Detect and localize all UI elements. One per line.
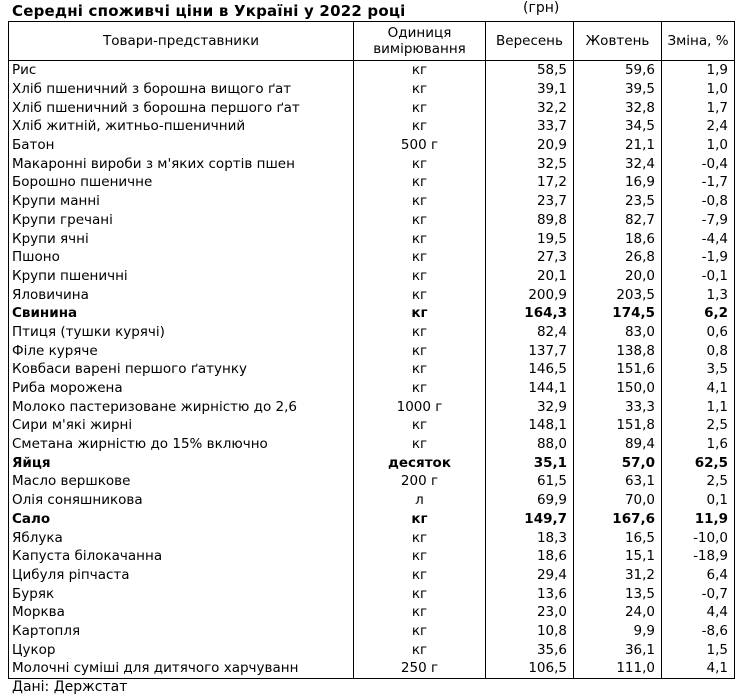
row-unit: 250 г bbox=[354, 659, 486, 678]
row-october: 34,5 bbox=[574, 117, 662, 136]
row-name: Цукор bbox=[9, 640, 354, 659]
row-october: 31,2 bbox=[574, 566, 662, 585]
row-name: Капуста білокачанна bbox=[9, 547, 354, 566]
table-row bbox=[9, 603, 735, 622]
row-september: 19,5 bbox=[486, 229, 574, 248]
table-row bbox=[9, 136, 735, 155]
row-name: Філе куряче bbox=[9, 341, 354, 360]
row-october: 24,0 bbox=[574, 603, 662, 622]
row-name: Молоко пастеризоване жирністю до 2,6 bbox=[9, 397, 354, 416]
row-september: 20,1 bbox=[486, 267, 574, 286]
table-row bbox=[9, 304, 735, 323]
row-name: Картопля bbox=[9, 622, 354, 641]
row-unit: кг bbox=[354, 211, 486, 230]
row-september: 35,6 bbox=[486, 640, 574, 659]
row-name: Пшоно bbox=[9, 248, 354, 267]
row-september: 33,7 bbox=[486, 117, 574, 136]
row-september: 149,7 bbox=[486, 510, 574, 529]
row-september: 13,6 bbox=[486, 584, 574, 603]
row-unit: кг bbox=[354, 547, 486, 566]
table-row bbox=[9, 192, 735, 211]
row-september: 200,9 bbox=[486, 285, 574, 304]
row-change: 2,5 bbox=[662, 472, 735, 491]
row-unit: кг bbox=[354, 379, 486, 398]
row-change: -0,1 bbox=[662, 267, 735, 286]
row-change: 11,9 bbox=[662, 510, 735, 529]
row-unit: кг bbox=[354, 528, 486, 547]
row-october: 70,0 bbox=[574, 491, 662, 510]
row-unit: десяток bbox=[354, 453, 486, 472]
row-change: 6,2 bbox=[662, 304, 735, 323]
row-unit: л bbox=[354, 491, 486, 510]
row-change: 2,4 bbox=[662, 117, 735, 136]
row-october: 151,8 bbox=[574, 416, 662, 435]
row-october: 203,5 bbox=[574, 285, 662, 304]
currency-note: (грн) bbox=[523, 0, 560, 16]
table-row bbox=[9, 80, 735, 99]
row-unit: 1000 г bbox=[354, 397, 486, 416]
row-name: Яблука bbox=[9, 528, 354, 547]
row-name: Хліб житній, житньо-пшеничний bbox=[9, 117, 354, 136]
row-name: Сири м'які жирні bbox=[9, 416, 354, 435]
row-october: 15,1 bbox=[574, 547, 662, 566]
table-header bbox=[9, 22, 735, 61]
row-change: 0,6 bbox=[662, 323, 735, 342]
header-goods: Товари-представники bbox=[9, 22, 354, 61]
source-note: Дані: Держстат bbox=[12, 679, 128, 695]
row-change: 1,7 bbox=[662, 98, 735, 117]
row-september: 137,7 bbox=[486, 341, 574, 360]
table-title: Середні споживчі ціни в Україні у 2022 році bbox=[12, 2, 406, 20]
row-september: 18,6 bbox=[486, 547, 574, 566]
row-unit: кг bbox=[354, 584, 486, 603]
row-october: 32,4 bbox=[574, 154, 662, 173]
header-september: Вересень bbox=[486, 22, 574, 61]
row-name: Хліб пшеничний з борошна вищого ґат bbox=[9, 80, 354, 99]
row-unit: кг bbox=[354, 622, 486, 641]
table-row bbox=[9, 472, 735, 491]
row-october: 32,8 bbox=[574, 98, 662, 117]
row-change: 1,3 bbox=[662, 285, 735, 304]
row-september: 29,4 bbox=[486, 566, 574, 585]
row-unit: кг bbox=[354, 566, 486, 585]
table-row bbox=[9, 547, 735, 566]
table-row bbox=[9, 453, 735, 472]
row-october: 33,3 bbox=[574, 397, 662, 416]
row-october: 9,9 bbox=[574, 622, 662, 641]
row-change: 4,1 bbox=[662, 379, 735, 398]
row-change: -0,8 bbox=[662, 192, 735, 211]
header-change: Зміна, % bbox=[662, 22, 735, 61]
row-name: Макаронні вироби з м'яких сортів пшен bbox=[9, 154, 354, 173]
row-name: Свинина bbox=[9, 304, 354, 323]
table-row bbox=[9, 248, 735, 267]
row-september: 89,8 bbox=[486, 211, 574, 230]
header-unit: Одиниця вимірювання bbox=[354, 22, 486, 61]
row-name: Ковбаси варені першого ґатунку bbox=[9, 360, 354, 379]
row-october: 20,0 bbox=[574, 267, 662, 286]
table-row bbox=[9, 510, 735, 529]
row-october: 111,0 bbox=[574, 659, 662, 678]
row-october: 13,5 bbox=[574, 584, 662, 603]
row-name: Хліб пшеничний з борошна першого ґат bbox=[9, 98, 354, 117]
row-unit: кг bbox=[354, 304, 486, 323]
title-row bbox=[12, 2, 406, 22]
row-september: 58,5 bbox=[486, 61, 574, 80]
row-name: Сало bbox=[9, 510, 354, 529]
row-september: 32,5 bbox=[486, 154, 574, 173]
table-row bbox=[9, 566, 735, 585]
row-name: Крупи пшеничні bbox=[9, 267, 354, 286]
row-name: Птиця (тушки курячі) bbox=[9, 323, 354, 342]
row-unit: кг bbox=[354, 117, 486, 136]
row-name: Крупи ячні bbox=[9, 229, 354, 248]
row-october: 150,0 bbox=[574, 379, 662, 398]
row-change: -1,9 bbox=[662, 248, 735, 267]
row-october: 138,8 bbox=[574, 341, 662, 360]
table-row bbox=[9, 341, 735, 360]
row-september: 23,7 bbox=[486, 192, 574, 211]
row-change: 3,5 bbox=[662, 360, 735, 379]
row-unit: кг bbox=[354, 640, 486, 659]
row-unit: кг bbox=[354, 360, 486, 379]
row-september: 106,5 bbox=[486, 659, 574, 678]
row-change: 4,1 bbox=[662, 659, 735, 678]
row-change: 1,6 bbox=[662, 435, 735, 454]
table-row bbox=[9, 659, 735, 678]
row-october: 57,0 bbox=[574, 453, 662, 472]
row-change: -4,4 bbox=[662, 229, 735, 248]
row-name: Яловичина bbox=[9, 285, 354, 304]
row-change: 0,1 bbox=[662, 491, 735, 510]
table-row bbox=[9, 229, 735, 248]
row-change: -8,6 bbox=[662, 622, 735, 641]
row-change: -0,7 bbox=[662, 584, 735, 603]
row-september: 32,2 bbox=[486, 98, 574, 117]
row-october: 21,1 bbox=[574, 136, 662, 155]
row-october: 36,1 bbox=[574, 640, 662, 659]
row-september: 23,0 bbox=[486, 603, 574, 622]
row-unit: кг bbox=[354, 61, 486, 80]
row-october: 39,5 bbox=[574, 80, 662, 99]
row-name: Борошно пшеничне bbox=[9, 173, 354, 192]
row-september: 27,3 bbox=[486, 248, 574, 267]
table-row bbox=[9, 360, 735, 379]
row-unit: 500 г bbox=[354, 136, 486, 155]
row-october: 83,0 bbox=[574, 323, 662, 342]
row-october: 174,5 bbox=[574, 304, 662, 323]
row-october: 63,1 bbox=[574, 472, 662, 491]
table-body bbox=[9, 61, 735, 679]
row-september: 18,3 bbox=[486, 528, 574, 547]
row-october: 16,5 bbox=[574, 528, 662, 547]
row-october: 18,6 bbox=[574, 229, 662, 248]
row-october: 167,6 bbox=[574, 510, 662, 529]
row-change: 6,4 bbox=[662, 566, 735, 585]
table-row bbox=[9, 528, 735, 547]
row-name: Батон bbox=[9, 136, 354, 155]
row-name: Сметана жирністю до 15% включно bbox=[9, 435, 354, 454]
row-september: 32,9 bbox=[486, 397, 574, 416]
row-name: Рис bbox=[9, 61, 354, 80]
table-row bbox=[9, 173, 735, 192]
row-september: 148,1 bbox=[486, 416, 574, 435]
row-september: 17,2 bbox=[486, 173, 574, 192]
row-unit: кг bbox=[354, 248, 486, 267]
row-september: 88,0 bbox=[486, 435, 574, 454]
row-september: 35,1 bbox=[486, 453, 574, 472]
row-name: Риба морожена bbox=[9, 379, 354, 398]
row-september: 82,4 bbox=[486, 323, 574, 342]
row-change: 1,0 bbox=[662, 80, 735, 99]
row-change: -10,0 bbox=[662, 528, 735, 547]
table-row bbox=[9, 491, 735, 510]
table-row bbox=[9, 584, 735, 603]
row-october: 23,5 bbox=[574, 192, 662, 211]
row-change: 4,4 bbox=[662, 603, 735, 622]
table-row bbox=[9, 416, 735, 435]
row-unit: кг bbox=[354, 510, 486, 529]
row-unit: кг bbox=[354, 98, 486, 117]
table-row bbox=[9, 640, 735, 659]
row-unit: кг bbox=[354, 267, 486, 286]
row-unit: кг bbox=[354, 173, 486, 192]
row-october: 26,8 bbox=[574, 248, 662, 267]
row-september: 69,9 bbox=[486, 491, 574, 510]
table-row bbox=[9, 267, 735, 286]
row-september: 10,8 bbox=[486, 622, 574, 641]
row-unit: кг bbox=[354, 192, 486, 211]
row-september: 164,3 bbox=[486, 304, 574, 323]
row-name: Цибуля ріпчаста bbox=[9, 566, 354, 585]
row-unit: кг bbox=[354, 341, 486, 360]
row-unit: кг bbox=[354, 435, 486, 454]
row-unit: кг bbox=[354, 416, 486, 435]
row-name: Крупи манні bbox=[9, 192, 354, 211]
row-unit: кг bbox=[354, 80, 486, 99]
table-row bbox=[9, 285, 735, 304]
row-change: 62,5 bbox=[662, 453, 735, 472]
row-unit: кг bbox=[354, 603, 486, 622]
row-name: Буряк bbox=[9, 584, 354, 603]
row-change: 1,5 bbox=[662, 640, 735, 659]
row-october: 59,6 bbox=[574, 61, 662, 80]
row-september: 61,5 bbox=[486, 472, 574, 491]
price-table bbox=[8, 21, 735, 679]
table-row bbox=[9, 154, 735, 173]
table-row bbox=[9, 622, 735, 641]
row-name: Крупи гречані bbox=[9, 211, 354, 230]
row-change: 0,8 bbox=[662, 341, 735, 360]
row-october: 82,7 bbox=[574, 211, 662, 230]
row-september: 146,5 bbox=[486, 360, 574, 379]
row-unit: кг bbox=[354, 323, 486, 342]
row-change: -1,7 bbox=[662, 173, 735, 192]
row-name: Морква bbox=[9, 603, 354, 622]
row-unit: кг bbox=[354, 285, 486, 304]
row-change: -0,4 bbox=[662, 154, 735, 173]
row-october: 151,6 bbox=[574, 360, 662, 379]
table-row bbox=[9, 323, 735, 342]
row-september: 20,9 bbox=[486, 136, 574, 155]
row-change: 2,5 bbox=[662, 416, 735, 435]
row-change: 1,1 bbox=[662, 397, 735, 416]
row-september: 39,1 bbox=[486, 80, 574, 99]
row-unit: кг bbox=[354, 154, 486, 173]
header-october: Жовтень bbox=[574, 22, 662, 61]
row-change: -7,9 bbox=[662, 211, 735, 230]
table-row bbox=[9, 397, 735, 416]
row-change: -18,9 bbox=[662, 547, 735, 566]
row-october: 16,9 bbox=[574, 173, 662, 192]
row-name: Молочні суміші для дитячого харчуванн bbox=[9, 659, 354, 678]
table-row bbox=[9, 61, 735, 80]
row-name: Олія соняшникова bbox=[9, 491, 354, 510]
row-change: 1,0 bbox=[662, 136, 735, 155]
row-name: Яйця bbox=[9, 453, 354, 472]
table-row bbox=[9, 117, 735, 136]
table-row bbox=[9, 211, 735, 230]
row-september: 144,1 bbox=[486, 379, 574, 398]
table-row bbox=[9, 435, 735, 454]
row-name: Масло вершкове bbox=[9, 472, 354, 491]
row-change: 1,9 bbox=[662, 61, 735, 80]
row-unit: кг bbox=[354, 229, 486, 248]
row-october: 89,4 bbox=[574, 435, 662, 454]
row-unit: 200 г bbox=[354, 472, 486, 491]
table-row bbox=[9, 98, 735, 117]
table-row bbox=[9, 379, 735, 398]
